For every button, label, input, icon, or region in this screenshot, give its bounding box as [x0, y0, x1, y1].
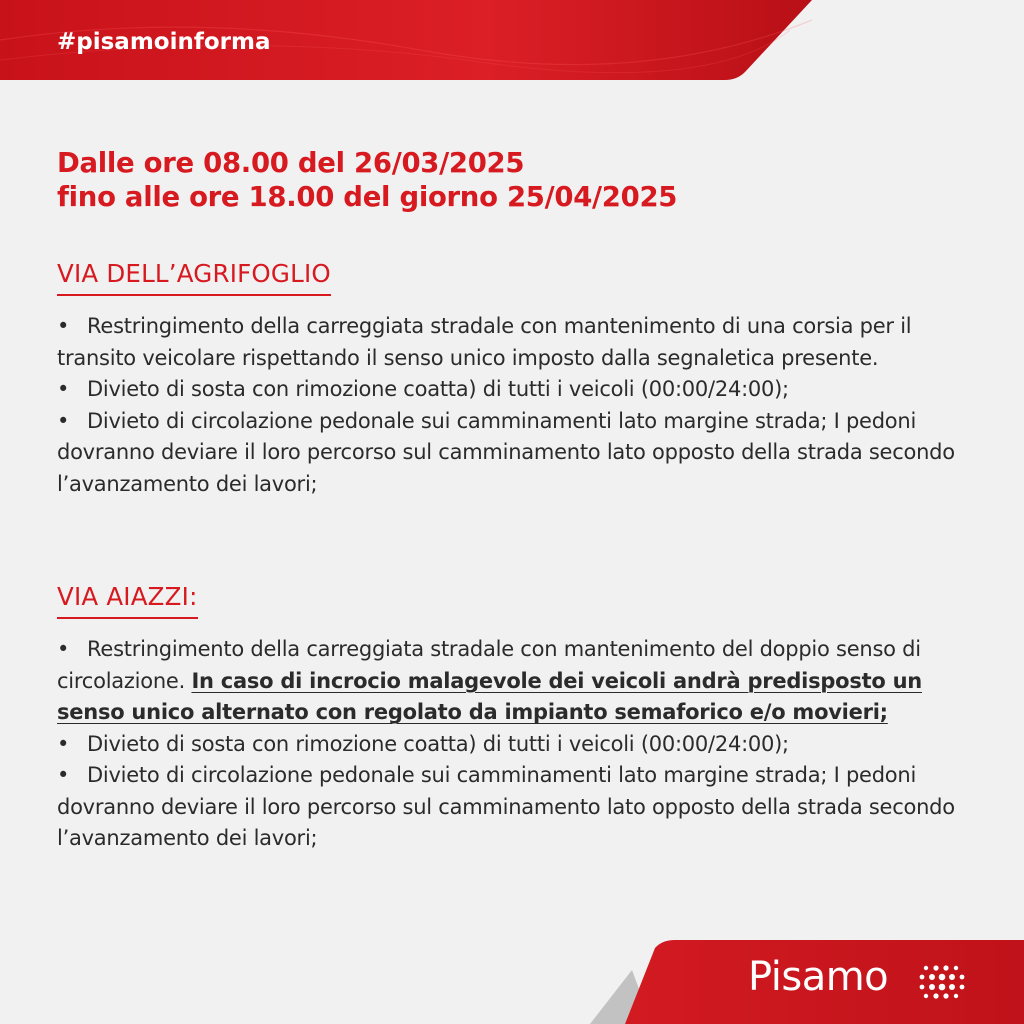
list-item-text: Divieto di circolazione pedonale sui camminamenti lato margine strada; I pedoni dovranno deviare il loro percorso sul camminamento lato opposto della strada secondo l’avanzamento dei lavori; — [57, 408, 955, 496]
section-body-aiazzi — [57, 634, 962, 855]
brand-wordmark: Pisamo — [748, 954, 889, 1000]
bullet-icon: • — [57, 314, 70, 338]
list-item — [57, 760, 962, 855]
list-item — [57, 374, 962, 406]
bullet-icon: • — [57, 731, 70, 756]
list-item — [57, 406, 962, 501]
bullet-icon: • — [57, 637, 70, 661]
list-item-text: Divieto di circolazione pedonale sui camminamenti lato margine strada; I pedoni dovranno deviare il loro percorso sul camminamento lato opposto della strada secondo l’avanzamento dei lavori; — [57, 763, 955, 850]
hashtag-label: #pisamoinforma — [57, 29, 271, 55]
pisamo-logo-icon — [916, 960, 968, 1004]
list-item — [57, 311, 962, 374]
section-body-agrifoglio — [57, 311, 962, 500]
date-line-end: fino alle ore 18.00 del giorno 25/04/2025 — [57, 181, 678, 213]
bullet-icon: • — [57, 408, 70, 433]
emphasis-note: In caso di incrocio malagevole dei veicoli andrà predisposto un senso unico alternato con regolato da impianto semaforico e/o movieri; — [57, 668, 922, 724]
list-item-text: Divieto di sosta con rimozione coatta) di tutti i veicoli (00:00/24:00); — [87, 377, 789, 401]
list-item — [57, 729, 962, 761]
date-line-start: Dalle ore 08.00 del 26/03/2025 — [57, 147, 525, 179]
section-title-aiazzi: VIA AIAZZI: — [57, 582, 198, 619]
bullet-icon: • — [57, 763, 70, 787]
bullet-icon: • — [57, 377, 70, 401]
list-item-text: Divieto di sosta con rimozione coatta) di tutti i veicoli (00:00/24:00); — [87, 731, 789, 756]
list-item-text: Restringimento della carreggiata stradale con mantenimento di una corsia per il transito veicolare rispettando il senso unico imposto dalla segnaletica presente. — [57, 314, 912, 370]
list-item — [57, 634, 962, 729]
date-range — [57, 146, 677, 214]
list-item-text: Restringimento della carreggiata stradale con mantenimento del doppio senso di circolazione. — [57, 637, 921, 693]
section-title-agrifoglio: VIA DELL’AGRIFOGLIO — [57, 259, 331, 296]
